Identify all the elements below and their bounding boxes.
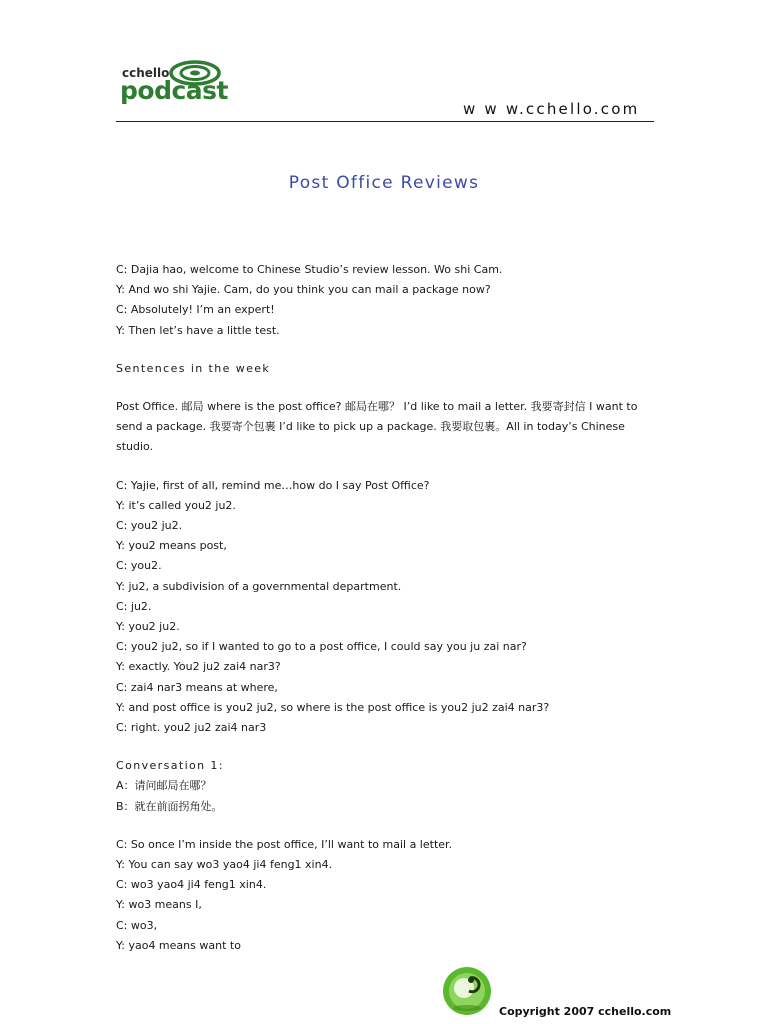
dialog-line: C: Yajie, first of all, remind me…how do I say Post Office? [116,478,430,492]
dialog-line: C: So once I’m inside the post office, I’ll want to mail a letter. [116,837,453,851]
page-title: Post Office Reviews [288,173,480,193]
intro-line: Y: And wo shi Yajie. Cam, do you think you can mail a package now? [116,283,491,297]
dialog-line: Y: ju2, a subdivision of a governmental department. [116,579,402,593]
sentences-heading: Sentences in the week [116,361,271,375]
paragraph-gap [116,738,661,756]
dialog-line: Y: yao4 means want to [116,938,241,952]
dialog-line: Y: You can say wo3 yao4 ji4 feng1 xin4. [116,858,333,872]
dialog-line: C: you2. [116,559,162,573]
paragraph-gap [116,341,661,359]
header-divider [116,121,654,122]
dialog-line: C: wo3 yao4 ji4 feng1 xin4. [116,878,267,892]
dialog-line: Y: exactly. You2 ju2 zai4 nar3? [116,660,281,674]
intro-line: C: Dajia hao, welcome to Chinese Studio’s review lesson. Wo shi Cam. [116,263,503,276]
site-url: w w w.cchello.com [463,100,640,118]
intro-line: C: Absolutely! I’m an expert! [116,303,275,317]
dialog-line: C: ju2. [116,599,152,613]
dialog-line: Y: wo3 means I, [116,898,202,912]
logo-big-text: podcast [120,76,228,105]
conversation-line: B：就在前面拐角处。 [116,799,223,813]
sentences-paragraph: Post Office. 邮局 where is the post office? 邮局在哪？ I’d like to mail a letter. 我要寄封信 I want to send a package. 我要寄个包裹 I’d like to pick up a package. 我要取包裹。All in today’s Chinese studio. [116,400,638,454]
logo-small-text: cchello [122,66,170,80]
dialog-line: C: wo3, [116,918,158,932]
paragraph-gap [116,817,661,835]
conversation-heading: Conversation 1: [116,759,224,773]
dialog-line: Y: you2 ju2. [116,620,180,634]
copyright-text: Copyright 2007 cchello.com [499,1005,672,1018]
paragraph-gap [116,458,661,476]
swirl-logo-icon [168,60,222,86]
dialog-line: C: you2 ju2, so if I wanted to go to a post office, I could say you ju zai nar? [116,640,527,654]
intro-line: Y: Then let’s have a little test. [116,323,280,337]
cchello-podcast-logo [118,60,228,110]
dialog-line: Y: you2 means post, [116,539,227,553]
dialog-line: C: you2 ju2. [116,519,183,533]
dialog-line: Y: and post office is you2 ju2, so where is the post office is you2 ju2 zai4 nar3? [116,700,550,714]
dialog-line: C: right. you2 ju2 zai4 nar3 [116,721,267,735]
paragraph-gap [116,379,661,397]
green-orb-logo-icon [440,962,496,1016]
conversation-line: A：请问邮局在哪？ [116,779,212,793]
dialog-line: C: zai4 nar3 means at where, [116,680,278,694]
dialog-line: Y: it’s called you2 ju2. [116,498,236,512]
document-body [116,260,661,956]
